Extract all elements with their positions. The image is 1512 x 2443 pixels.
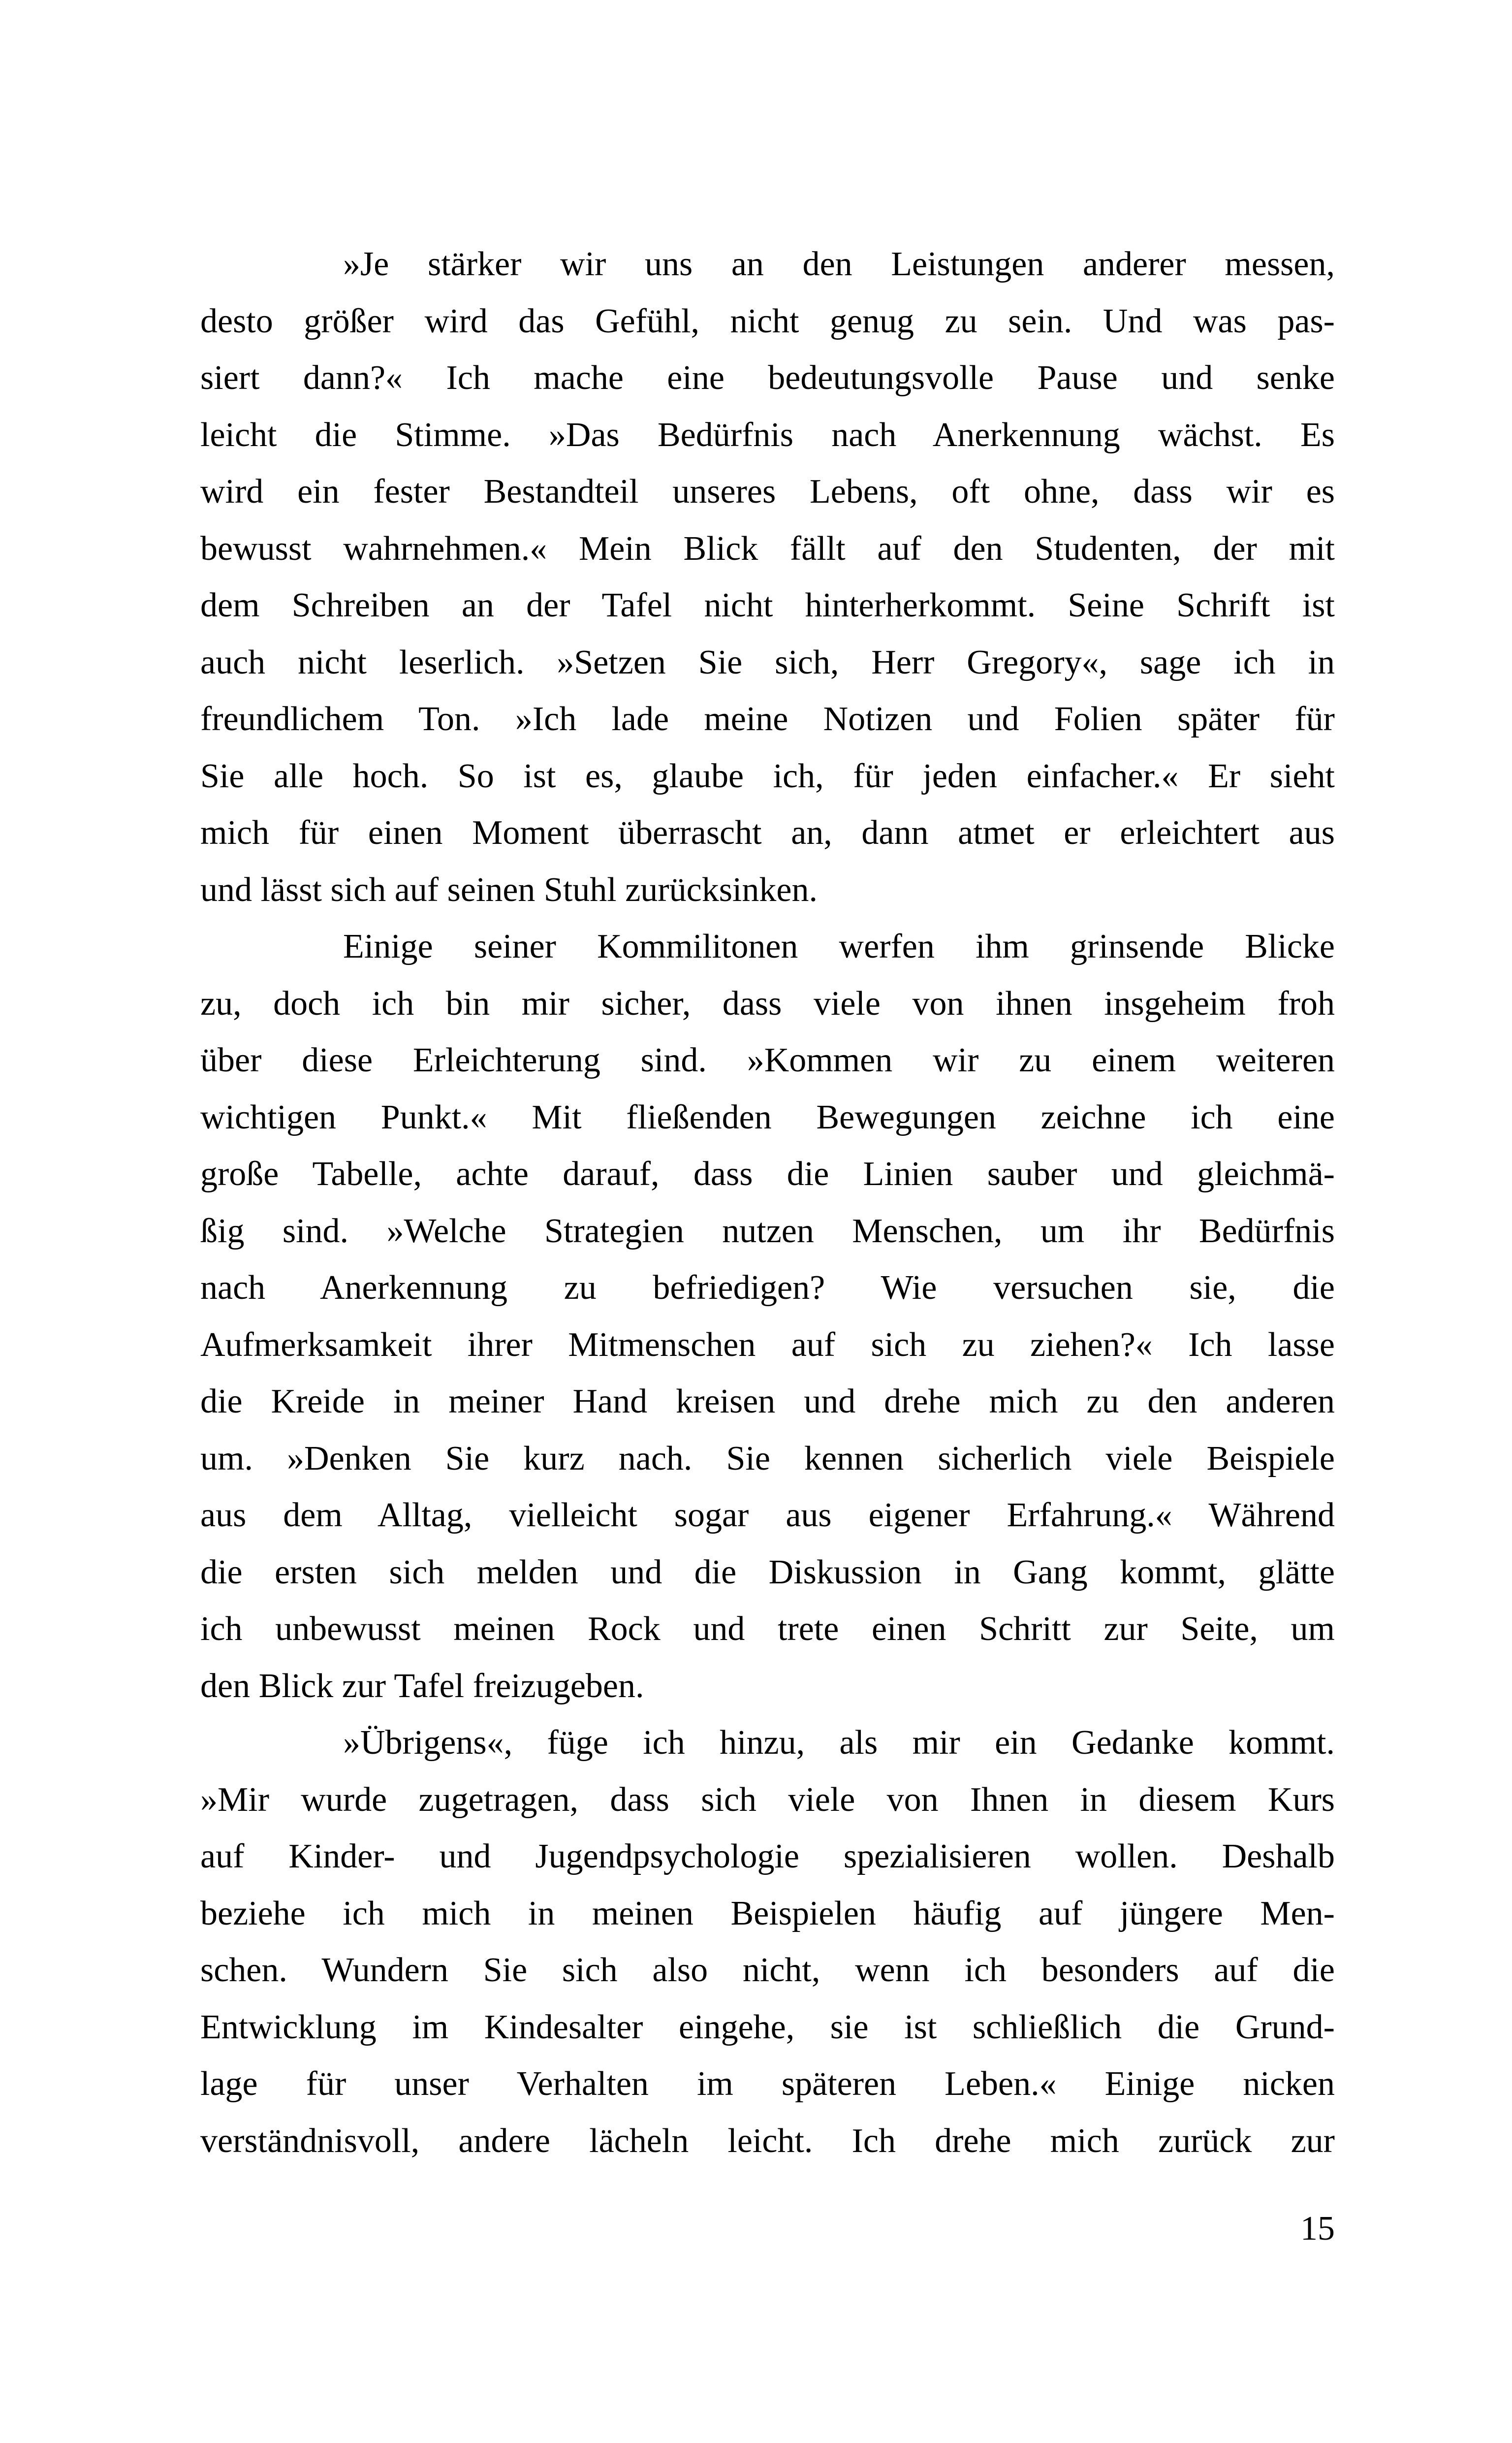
text-block (200, 236, 1335, 2169)
paragraph (200, 236, 1335, 918)
text-line: mich für einen Moment überrascht an, dann atmet er erleichtert aus (200, 814, 1335, 852)
text-line: auch nicht leserlich. »Setzen Sie sich, Herr Gregory«, sage ich in (200, 643, 1335, 681)
text-line: verständnisvoll, andere lächeln leicht. Ich drehe mich zurück zur (200, 2122, 1335, 2160)
text-line: bewusst wahrnehmen.« Mein Blick fällt auf den Studenten, der mit (200, 529, 1335, 568)
page-number: 15 (1300, 2210, 1335, 2248)
text-line: nach Anerkennung zu befriedigen? Wie versuchen sie, die (200, 1269, 1335, 1307)
text-line: Einige seiner Kommilitonen werfen ihm grinsende Blicke (343, 928, 1335, 965)
text-line: »Je stärker wir uns an den Leistungen anderer messen, (343, 245, 1335, 283)
text-line: »Mir wurde zugetragen, dass sich viele von Ihnen in diesem Kurs (200, 1780, 1335, 1819)
text-line: schen. Wundern Sie sich also nicht, wenn ich besonders auf die (200, 1951, 1335, 1989)
text-line: leicht die Stimme. »Das Bedürfnis nach Anerkennung wächst. Es (200, 416, 1335, 454)
paragraph (200, 1714, 1335, 2169)
paragraph (200, 918, 1335, 1714)
text-line: um. »Denken Sie kurz nach. Sie kennen sicherlich viele Beispiele (200, 1439, 1335, 1478)
text-line: Entwicklung im Kindesalter eingehe, sie ist schließlich die Grund- (200, 2008, 1335, 2046)
text-line: Aufmerksamkeit ihrer Mitmenschen auf sich zu ziehen?« Ich lasse (200, 1325, 1335, 1364)
text-line: freundlichem Ton. »Ich lade meine Notizen und Folien später für (200, 700, 1335, 738)
text-line: ich unbewusst meinen Rock und trete einen Schritt zur Seite, um (200, 1610, 1335, 1648)
text-line: ßig sind. »Welche Strategien nutzen Menschen, um ihr Bedürfnis (200, 1212, 1335, 1250)
text-line: zu, doch ich bin mir sicher, dass viele von ihnen insgeheim froh (200, 984, 1335, 1023)
text-line: desto größer wird das Gefühl, nicht genug zu sein. Und was pas- (200, 302, 1335, 340)
text-line: Sie alle hoch. So ist es, glaube ich, für jeden einfacher.« Er sieht (200, 757, 1335, 795)
text-line: wichtigen Punkt.« Mit fließenden Bewegungen zeichne ich eine (200, 1098, 1335, 1136)
text-line: den Blick zur Tafel freizugeben. (200, 1667, 644, 1705)
text-line: wird ein fester Bestandteil unseres Lebens, oft ohne, dass wir es (200, 473, 1335, 511)
text-line: große Tabelle, achte darauf, dass die Linien sauber und gleichmä- (200, 1155, 1335, 1193)
text-line: beziehe ich mich in meinen Beispielen häufig auf jüngere Men- (200, 1894, 1335, 1932)
text-line: dem Schreiben an der Tafel nicht hinterherkommt. Seine Schrift ist (200, 586, 1335, 624)
text-line: aus dem Alltag, vielleicht sogar aus eigener Erfahrung.« Während (200, 1496, 1335, 1534)
text-line: die ersten sich melden und die Diskussion in Gang kommt, glätte (200, 1553, 1335, 1591)
text-line: und lässt sich auf seinen Stuhl zurücksinken. (200, 870, 818, 909)
text-line: siert dann?« Ich mache eine bedeutungsvolle Pause und senke (200, 359, 1335, 397)
text-line: lage für unser Verhalten im späteren Leben.« Einige nicken (200, 2065, 1335, 2103)
text-line: »Übrigens«, füge ich hinzu, als mir ein Gedanke kommt. (343, 1724, 1335, 1762)
text-line: auf Kinder- und Jugendpsychologie spezialisieren wollen. Deshalb (200, 1837, 1335, 1875)
text-line: die Kreide in meiner Hand kreisen und drehe mich zu den anderen (200, 1382, 1335, 1420)
text-line: über diese Erleichterung sind. »Kommen wir zu einem weiteren (200, 1041, 1335, 1079)
